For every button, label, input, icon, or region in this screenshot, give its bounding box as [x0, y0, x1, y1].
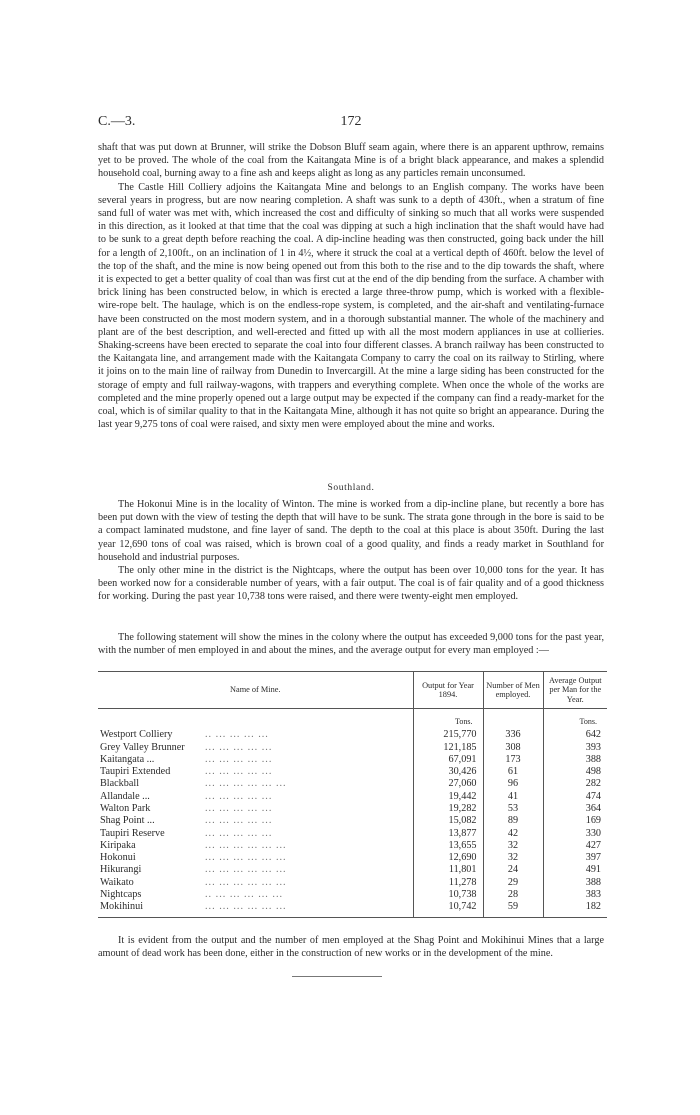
mine-men: 24: [483, 864, 543, 876]
mine-men: 28: [483, 889, 543, 901]
mine-output: 19,442: [413, 791, 483, 803]
paragraph: The only other mine in the district is the Nightcaps, where the output has been over 10,000 tons for the year. It has been worked now for a considerable number of years, with a fair output. The coal is of fair quality and of a good thickness for working. During the past year 10,738 tons were raised, and there were twenty-eight men employed.: [98, 565, 604, 603]
mine-name: Mokihinui: [100, 901, 144, 913]
table-row: [98, 742, 607, 754]
mine-output: 27,060: [413, 778, 483, 790]
dot-leaders: .. ... ... ... ...: [205, 729, 269, 741]
mine-name: Kiripaka: [100, 839, 136, 851]
output-unit: Tons.: [413, 709, 483, 730]
document-reference: C.—3.: [98, 114, 136, 129]
dot-leaders: ... ... ... ... ... ...: [205, 778, 287, 790]
table-row: [98, 778, 607, 790]
dot-leaders: .. ... ... ... ... ...: [205, 889, 284, 901]
mine-output: 15,082: [413, 815, 483, 827]
body-text-closing: [98, 934, 604, 960]
body-text-top: [98, 141, 604, 431]
mine-average: 642: [543, 729, 607, 741]
mine-average: 393: [543, 742, 607, 754]
table-row: [98, 766, 607, 778]
mine-output: 11,278: [413, 877, 483, 889]
dot-leaders: ... ... ... ... ... ...: [205, 901, 287, 913]
table-row: [98, 852, 607, 864]
mine-men: 41: [483, 791, 543, 803]
table-row: [98, 803, 607, 815]
dot-leaders: ... ... ... ... ...: [205, 827, 273, 839]
mine-output: 12,690: [413, 852, 483, 864]
table-row: [98, 840, 607, 852]
col-header-output: Output for Year 1894.: [413, 672, 483, 709]
dot-leaders: ... ... ... ... ... ...: [205, 876, 287, 888]
mine-average: 474: [543, 791, 607, 803]
mine-average: 388: [543, 754, 607, 766]
end-rule: [292, 976, 382, 977]
mine-output: 13,655: [413, 840, 483, 852]
col-header-men: Number of Men employed.: [483, 672, 543, 709]
table-row: [98, 889, 607, 901]
dot-leaders: ... ... ... ... ...: [205, 790, 273, 802]
mine-average: 383: [543, 889, 607, 901]
mine-average: 182: [543, 901, 607, 917]
table-row: [98, 791, 607, 803]
mine-output: 10,738: [413, 889, 483, 901]
mine-output: 11,801: [413, 864, 483, 876]
page-number: 172: [340, 114, 362, 129]
dot-leaders: ... ... ... ... ...: [205, 753, 273, 765]
mine-men: 32: [483, 852, 543, 864]
mine-name: Walton Park: [100, 803, 151, 814]
paragraph: The Hokonui Mine is in the locality of Winton. The mine is worked from a dip-incline plane, but recently a bore has been put down with the view of testing the depth that will have to be sunk. The strata gone through in the bore is said to be a compact laminated mudstone, and fine layer of sand. The depth to the coal at this place is about 350ft. During the last year 12,690 tons of coal was raised, which is brown coal of a good quality, and finds a ready market in Southland for household and industrial purposes.: [98, 499, 604, 563]
table-row: [98, 815, 607, 827]
table-row: [98, 864, 607, 876]
mine-men: 89: [483, 815, 543, 827]
units-row: [98, 709, 607, 730]
mine-name: Taupiri Reserve: [100, 827, 165, 839]
paragraph: The Castle Hill Colliery adjoins the Kaitangata Mine and belongs to an English company. The works have been several years in progress, but are now nearing completion. A shaft was sunk to a depth of 430ft., when a stratum of fine sand full of water was met with, which increased the cost and difficulty of sinking so much that all works were suspended in this direction, as it looked at that time that the coal was dipping at such a high inclination that the shaft would have had to be sunk to a great depth before reaching the coal. A dip-incline heading was then constructed, going back under the hill for a length of 2,100ft., on an inclination of 1 in 4½, where it struck the coal at a vertical depth of 460ft. below the level of the top of the shaft, and the mine is now being opened out from this both to the rise and to the dip towards the shaft, where it is expected to get a better quality of coal than was first cut at the end of the dip bending from the surface. A chamber with brick lining has been constructed below, in which is erected a large three-throw pump, which is worked with a flexible-wire-rope belt. The haulage, which is on the endless-rope system, is completed, and the air-shaft and ventilating-furnace have been constructed on the most modern system, and in a thorough substantial manner. The whole of the machinery and plant are of the best description, and well-erected and fitted up with all the most modern appliances in use at collieries. Shaking-screens have been erected to separate the coal into four different classes. A branch railway has been constructed to the Kaitangata line, and arrangement made with the Kaitangata Company to carry the coal on its railway to Stirling, where it joins on to the main line of railway from Dunedin to Invercargill. At the mine a large siding has been constructed for the storage of empty and full railway-wagons, with trappers and everything complete. When once the whole of the works are completed and the mine properly opened out a large output may be expected if the company can find a ready-market for the coal, which is of similar quality to that in the Kaitangata Mine, although it has not quite so bright an appearance. During the last year 9,275 tons of coal were raised, and sixty men were employed about the mine and works.: [98, 181, 604, 431]
mine-men: 96: [483, 778, 543, 790]
dot-leaders: ... ... ... ... ... ...: [205, 839, 287, 851]
mine-men: 308: [483, 742, 543, 754]
dot-leaders: ... ... ... ... ...: [205, 766, 273, 778]
closing-paragraph: It is evident from the output and the number of men employed at the Shag Point and Mokihinui Mines that a large amount of dead work has been done, either in the construction of new works or in the development of the mine.: [98, 935, 604, 960]
mine-name: Nightcaps: [100, 889, 142, 901]
mine-name: Hokonui: [100, 852, 136, 864]
mine-output: 121,185: [413, 742, 483, 754]
dot-leaders: ... ... ... ... ...: [205, 815, 273, 827]
mine-name: Waikato: [100, 876, 134, 888]
statement-intro-block: [98, 631, 604, 657]
mine-men: 59: [483, 901, 543, 917]
mine-output: 67,091: [413, 754, 483, 766]
table-header-row: [98, 672, 607, 709]
table-row: [98, 901, 607, 917]
mine-name: Kaitangata ...: [100, 753, 155, 765]
mine-average: 397: [543, 852, 607, 864]
mine-men: 29: [483, 877, 543, 889]
dot-leaders: ... ... ... ... ... ...: [205, 852, 287, 864]
table-row: [98, 729, 607, 741]
mine-men: 61: [483, 766, 543, 778]
mine-output: 19,282: [413, 803, 483, 815]
average-unit: Tons.: [543, 709, 607, 730]
mine-name: Taupiri Extended: [100, 766, 171, 778]
mine-average: 388: [543, 877, 607, 889]
mine-men: 32: [483, 840, 543, 852]
mine-name: Westport Colliery: [100, 729, 173, 741]
section-heading: Southland.: [327, 483, 375, 493]
statement-intro: The following statement will show the mines in the colony where the output has exceeded 9,000 tons for the past year, with the number of men employed in and about the mines, and the average output for every man employed :—: [98, 632, 604, 657]
mine-men: 53: [483, 803, 543, 815]
dot-leaders: ... ... ... ... ... ...: [205, 864, 287, 876]
mine-men: 42: [483, 828, 543, 840]
mine-name: Grey Valley Brunner: [100, 741, 185, 753]
mine-average: 282: [543, 778, 607, 790]
mine-name: Allandale ...: [100, 790, 150, 802]
mine-men: 336: [483, 729, 543, 741]
mine-output: 13,877: [413, 828, 483, 840]
mine-output: 10,742: [413, 901, 483, 917]
dot-leaders: ... ... ... ... ...: [205, 741, 273, 753]
mine-average: 330: [543, 828, 607, 840]
mine-name: Hikurangi: [100, 864, 142, 876]
mine-output: 30,426: [413, 766, 483, 778]
dot-leaders: ... ... ... ... ...: [205, 803, 273, 814]
col-header-average: Average Output per Man for the Year.: [543, 672, 607, 709]
mine-average: 498: [543, 766, 607, 778]
col-header-name: Name of Mine.: [98, 672, 413, 709]
mine-average: 169: [543, 815, 607, 827]
mine-name: Blackball: [100, 778, 140, 790]
body-text-southland: [98, 498, 604, 604]
mine-average: 491: [543, 864, 607, 876]
mine-output: 215,770: [413, 729, 483, 741]
mine-average: 427: [543, 840, 607, 852]
table-row: [98, 877, 607, 889]
table-row: [98, 754, 607, 766]
mines-output-table: [98, 671, 607, 918]
mine-name: Shag Point ...: [100, 815, 155, 827]
page-header: [98, 114, 604, 132]
mine-average: 364: [543, 803, 607, 815]
paragraph: shaft that was put down at Brunner, will strike the Dobson Bluff seam again, where there is an apparent upthrow, remains yet to be proved. The whole of the coal from the Kaitangata Mine is of a bright black appearance, and makes a splendid household coal, burning away to a fine ash and keeps alight as long as any particles remain unconsumed.: [98, 142, 604, 180]
mine-men: 173: [483, 754, 543, 766]
table-row: [98, 828, 607, 840]
